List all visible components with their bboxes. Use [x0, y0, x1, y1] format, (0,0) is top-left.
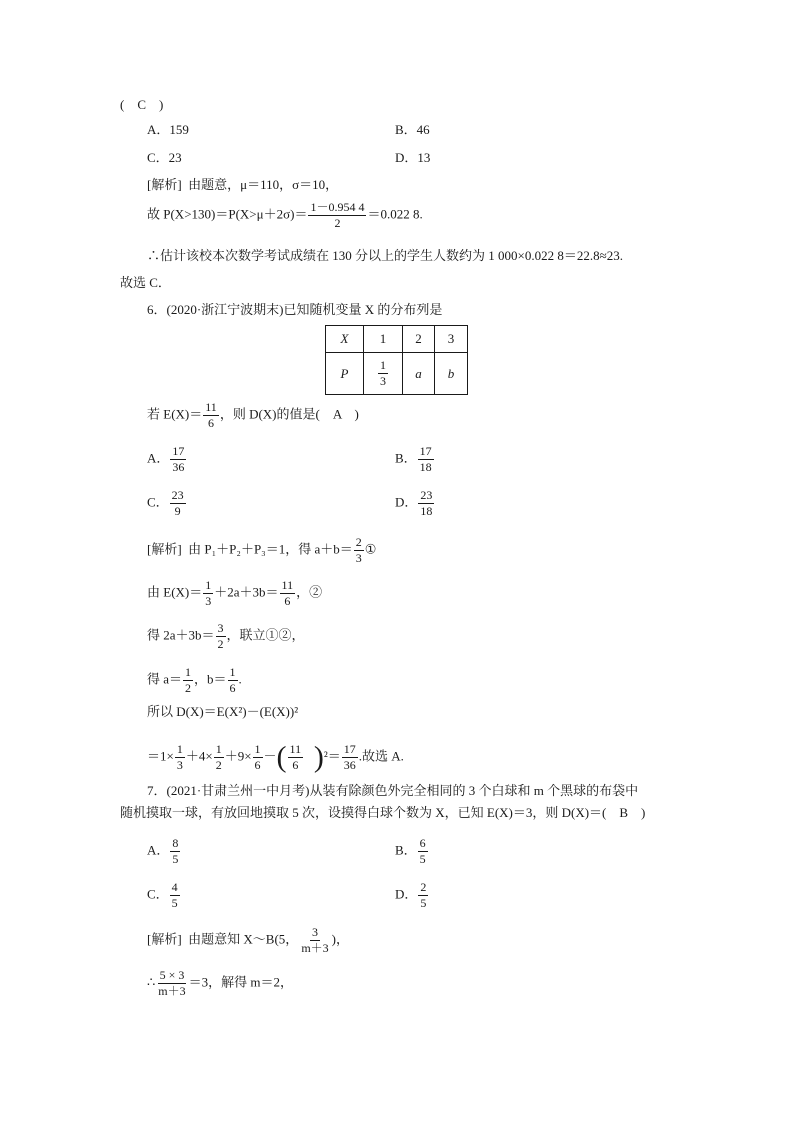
table-cell: $\frac{1}{3}$ — [364, 353, 403, 395]
q6-option-c: C． $\frac{23}{9}$ — [147, 488, 184, 518]
q5-option-b: B．46 — [395, 122, 430, 137]
q7-option-a: A． $\frac{8}{5}$ — [147, 836, 179, 866]
q5-solution-line-3: ∴估计该校本次数学考试成绩在 130 分以上的学生人数约为 1 000×0.022 8＝22.8≈23. — [147, 248, 623, 263]
q6-solution-line-2: 由 E(X)＝ $\frac{1}{3}$ ＋2a＋3b＝ $\frac{11}{6}$ ，② — [147, 578, 323, 608]
q7-solution-line-2: ∴ $\frac{5 \times 3}{m+3}$ ＝3，解得 m＝2， — [147, 968, 293, 998]
q5-option-d: D．13 — [395, 150, 431, 165]
q5-solution-line-4: 故选 C． — [120, 275, 171, 290]
solution-tag: [解析] — [147, 541, 182, 557]
q5-solution-result: ＝0.022 8. — [367, 206, 423, 222]
table-header-cell: X — [326, 326, 364, 353]
q7-stem-line-1: 7．(2021·甘肃兰州一中月考)从装有除颜色外完全相同的 3 个白球和 m 个黑球的布袋中 — [147, 783, 639, 798]
q7-solution-line-1: [解析] 由题意知 X～B(5， $\frac{3}{m+3}$ )， — [147, 925, 349, 955]
fraction: $\frac{1-0.954 4}{2}$ — [310, 200, 365, 230]
table-header-cell: 2 — [403, 326, 435, 353]
solution-tag: [解析] — [147, 931, 182, 947]
table-header-cell: 1 — [364, 326, 403, 353]
q5-solution-line-1 — [147, 177, 338, 193]
q5-answer-line: ( C ) — [120, 97, 164, 112]
q6-solution-line-6: ＝1× $\frac{1}{3}$ ＋4× $\frac{1}{2}$ ＋9× $\frac{1}{6}$ －( $\frac{11}{6}$ )²＝ $\frac{17}{36}$ .故选 A. — [147, 740, 404, 774]
q6-given: 若 E(X)＝ $\frac{11}{6}$ ，则 D(X)的值是( A ) — [147, 400, 359, 430]
solution-tag: [解析] — [147, 177, 182, 192]
q7-option-c: C． $\frac{4}{5}$ — [147, 880, 178, 910]
q7-option-b: B． $\frac{6}{5}$ — [395, 836, 426, 866]
table-cell: b — [435, 353, 468, 395]
q6-solution-line-3: 得 2a＋3b＝ $\frac{3}{2}$ ，联立①②， — [147, 621, 305, 651]
q5-option-a: A．159 — [147, 122, 189, 137]
q6-solution-line-5: 所以 D(X)＝E(X²)－(E(X))² — [147, 704, 299, 719]
q6-option-b: B． $\frac{17}{18}$ — [395, 444, 432, 474]
q7-option-d: D． $\frac{2}{5}$ — [395, 880, 427, 910]
table-header-cell: 3 — [435, 326, 468, 353]
q5-solution-text-2: 故 P(X>130)＝P(X>μ＋2σ)＝ — [147, 206, 308, 222]
q5-solution-text-1: 由题意，μ＝110，σ＝10， — [188, 177, 339, 192]
distribution-table — [325, 325, 468, 395]
q6-option-a: A． $\frac{17}{36}$ — [147, 444, 185, 474]
q6-option-d: D． $\frac{23}{18}$ — [395, 488, 433, 518]
table-cell: a — [403, 353, 435, 395]
q6-solution-line-1: [解析] 由 P₁＋P₂＋P₃＝1，得 a＋b＝ $\frac{2}{3}$ ① — [147, 535, 377, 565]
table-row-label: P — [326, 353, 364, 395]
q5-option-c: C．23 — [147, 150, 182, 165]
q6-stem: 6．(2020·浙江宁波期末)已知随机变量 X 的分布列是 — [147, 302, 443, 317]
q7-stem-line-2: 随机摸取一球，有放回地摸取 5 次，设摸得白球个数为 X，已知 E(X)＝3，则 D(X)＝( B ) — [120, 805, 646, 820]
q6-solution-line-4: 得 a＝ $\frac{1}{2}$ ，b＝ $\frac{1}{6}$ . — [147, 665, 242, 695]
q5-solution-line-2 — [147, 200, 423, 231]
